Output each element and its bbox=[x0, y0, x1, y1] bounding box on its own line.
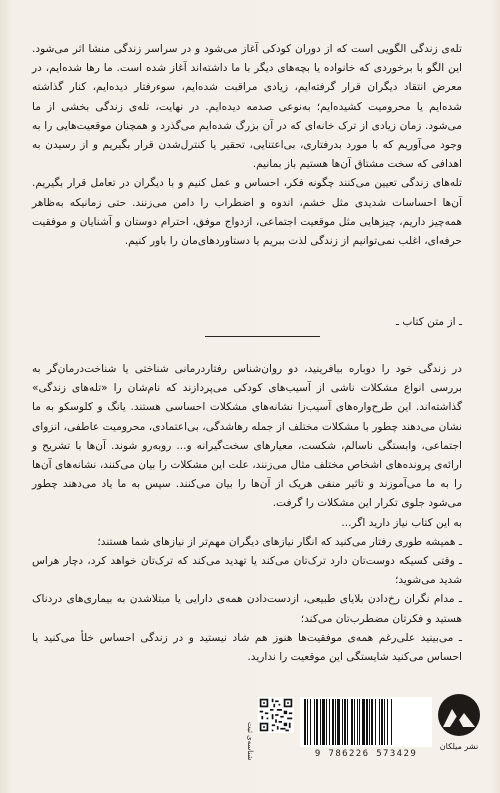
barcode-bar bbox=[371, 699, 373, 745]
barcode-bar bbox=[314, 699, 315, 745]
barcode-bar bbox=[384, 699, 385, 745]
bullet-item: ـ می‌بینید علی‌رغم همه‌ی موفقیت‌ها هنوز هم شاد نیستید و در زندگی احساس خلأ می‌کنید یا احساس می‌کنید شایستگی این موقعیت را ندارید. bbox=[32, 631, 462, 664]
barcode-bar bbox=[366, 699, 368, 745]
barcode-bar bbox=[362, 699, 365, 745]
quote-source: ـ از متن کتاب ـ bbox=[395, 316, 462, 328]
barcode-bar bbox=[335, 699, 336, 745]
bullet-item: ـ مدام نگران رخ‌دادن بلایای طبیعی، ازدست‌دادن همه‌ی دارایی یا مبتلاشدن به بیماری‌های دردناک هستید و فکرتان مضطرب‌تان می‌کند؛ bbox=[32, 593, 462, 625]
barcode-bar bbox=[326, 699, 327, 745]
barcode-bar bbox=[381, 699, 383, 745]
barcode-number: 9 786226 573429 bbox=[314, 749, 418, 759]
barcode-bar bbox=[329, 699, 330, 745]
barcode-bar bbox=[344, 699, 346, 745]
barcode-bar bbox=[320, 699, 321, 745]
barcode-bar bbox=[310, 699, 311, 745]
barcode-bar bbox=[307, 699, 308, 745]
barcode-bar bbox=[342, 699, 343, 745]
paragraph-2: تله‌های زندگی تعیین می‌کنند چگونه فکر، احساس و عمل کنیم و با دیگران در تعامل قرار بگیریم. آن‌ها احساسات شدیدی مثل خشم، اندوه و اضطراب را دامن می‌زنند. حتی زمانیکه به‌ظاهر همه‌چیز داریم، چیزهایی مثل موقعیت اجتماعی، ازدواج موفق، احترام دوستان و آشنایان و موفقیت حرفه‌ای، اغلب نمی‌توانیم از زندگی لذت ببریم یا دستاوردهای‌مان را باور کنیم. bbox=[32, 177, 462, 248]
barcode-bar bbox=[354, 699, 355, 745]
barcode-bar bbox=[316, 699, 318, 745]
qr-label: شناسه‌ی ثبت bbox=[246, 721, 254, 760]
mountains-logo-icon bbox=[437, 693, 481, 737]
barcode-bar bbox=[332, 699, 334, 745]
barcode-bar bbox=[379, 699, 380, 745]
bullet-item: ـ همیشه طوری رفتار می‌کنید که انگار نیازهای دیگران مهم‌تر از نیازهای شما هستند؛ bbox=[97, 535, 462, 548]
barcode-bar bbox=[369, 699, 370, 745]
barcode-bar bbox=[337, 699, 340, 745]
bullet-item: ـ وقتی کسیکه دوست‌تان دارد ترک‌تان می‌کند یا تهدید می‌کند که ترک‌تان خواهد کرد، دچار هراس شدید می‌شوید؛ bbox=[32, 555, 462, 587]
barcode-bar bbox=[359, 699, 360, 745]
barcode-icon bbox=[300, 697, 432, 747]
bottom-intro: در زندگی خود را دوباره بیافرینید، دو روان‌شناس رفتاردرمانی شناختی یا شناخت‌درمان‌گر به بررسی انواع مشکلات ناشی از آسیب‌های کودکی می‌پردازند که نام‌شان را «تله‌های زندگی» گذاشته‌اند. این طرح‌واره‌های آسیب‌زا نشانه‌های مشکلات احساسی هستند. یانگ و کلوسکو به ما نشان می‌دهند چطور با مشکلات مختلف از جمله رهاشدگی، بی‌اعتمادی، محرومیت عاطفی، انزوای اجتماعی، وابستگی ناسالم، شکست، معیارهای سخت‌گیرانه و... روبه‌رو شوند. آن‌ها با تشریح و ارائه‌ی پرونده‌های اشخاص مختلف مثال می‌زنند، علت این مشکلات را بیان می‌کنند، نشانه‌های آن‌ها را به ما می‌آموزند و تاثیر منفی هریک از آن‌ها را بیان می‌کنند. سپس به ما یاد می‌دهند چطور می‌شود جلوی تکرار این مشکلات را گرفت. bbox=[32, 363, 462, 510]
bottom-intro-2: به این کتاب نیاز دارید اگر... bbox=[341, 516, 462, 529]
barcode-bar bbox=[322, 699, 325, 745]
barcode-bar bbox=[375, 699, 376, 745]
divider bbox=[205, 336, 320, 337]
barcode-bar bbox=[387, 699, 388, 745]
barcode-bar bbox=[391, 699, 392, 745]
paragraph-1: تله‌ی زندگی الگویی است که از دوران کودکی آغاز می‌شود و در سراسر زندگی منشا اثر می‌شود. این الگو با برخوردی که خانواده یا بچه‌های دیگر با ما داشته‌اند آغاز شده است. ما رها شده‌ایم، در معرض انتقاد دیگران قرار گرفته‌ایم، زیادی مراقبت شده‌ایم، سوءرفتار دیده‌ایم، کنار گذاشته شده‌ایم یا محرومیت کشیده‌ایم؛ به‌نوعی صدمه دیده‌ایم. در نهایت، تله‌ی زندگی بخشی از ما می‌شود. زمان زیادی از ترک خانه‌ای که در آن بزرگ شده‌ایم می‌گذرد و همچنان موقعیت‌هایی را به وجود می‌آوریم که با مورد بدرفتاری، بی‌اعتنایی، تحقیر یا کنترل‌شدن قرار بگیریم و از رسیدن به اهدافی که سخت مشتاق آن‌ها هستیم باز بمانیم. bbox=[32, 43, 462, 171]
publisher-name: نشر میلکان bbox=[439, 742, 479, 751]
bottom-text-block bbox=[32, 360, 462, 667]
barcode-bar bbox=[304, 699, 306, 745]
barcode-bar bbox=[351, 699, 353, 745]
top-text-block bbox=[32, 40, 462, 251]
qr-code-icon bbox=[258, 697, 294, 733]
barcode-bar bbox=[357, 699, 358, 745]
barcode-bar bbox=[347, 699, 348, 745]
